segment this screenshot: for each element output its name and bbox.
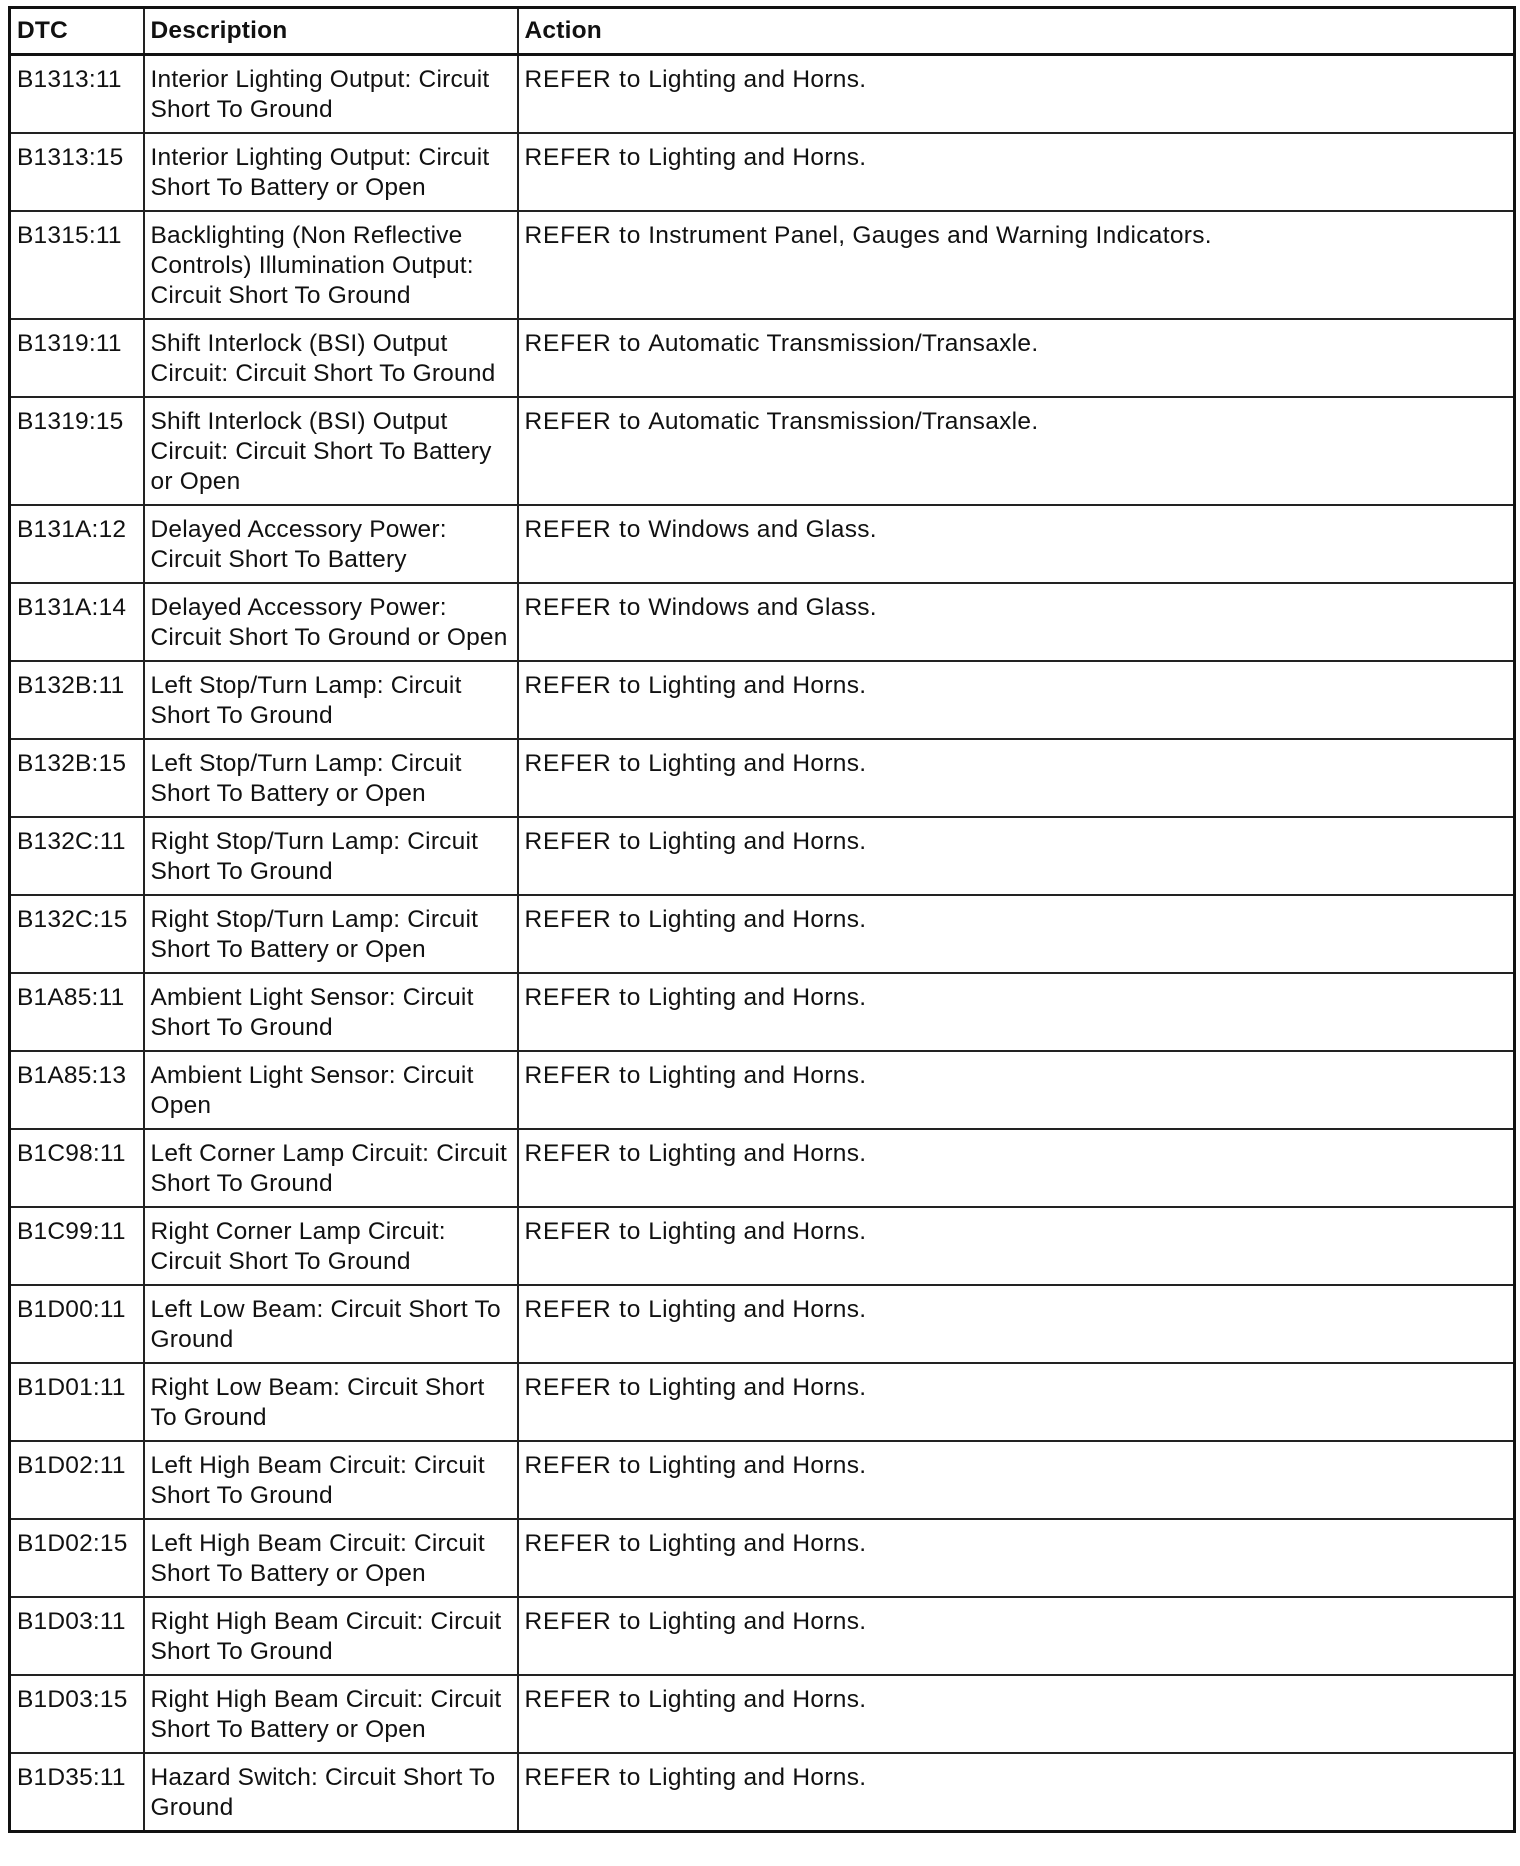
action-prefix: REFER to	[524, 144, 642, 171]
action-cell	[518, 1207, 1515, 1285]
action-reference-link[interactable]: Lighting and Horns.	[648, 66, 867, 93]
table-row	[10, 1753, 1515, 1832]
table-row	[10, 817, 1515, 895]
table-row	[10, 739, 1515, 817]
action-prefix: REFER to	[524, 750, 642, 777]
dtc-code-cell: B131A:14	[10, 583, 144, 661]
table-row	[10, 211, 1515, 319]
dtc-code-cell: B1A85:11	[10, 973, 144, 1051]
dtc-code-cell: B132C:15	[10, 895, 144, 973]
action-cell	[518, 973, 1515, 1051]
action-cell	[518, 397, 1515, 505]
description-cell: Right High Beam Circuit: Circuit Short To Battery or Open	[144, 1675, 518, 1753]
action-prefix: REFER to	[524, 1764, 642, 1791]
dtc-code-cell: B1D03:11	[10, 1597, 144, 1675]
action-prefix: REFER to	[524, 222, 642, 249]
action-reference-link[interactable]: Lighting and Horns.	[648, 1608, 867, 1635]
action-reference-link[interactable]: Lighting and Horns.	[648, 1140, 867, 1167]
description-cell: Left Corner Lamp Circuit: Circuit Short To Ground	[144, 1129, 518, 1207]
description-cell: Right Stop/Turn Lamp: Circuit Short To Ground	[144, 817, 518, 895]
action-prefix: REFER to	[524, 1608, 642, 1635]
dtc-code-cell: B1313:15	[10, 133, 144, 211]
action-reference-link[interactable]: Automatic Transmission/Transaxle.	[648, 408, 1039, 435]
dtc-code-cell: B1319:15	[10, 397, 144, 505]
description-cell: Delayed Accessory Power: Circuit Short To Battery	[144, 505, 518, 583]
action-cell	[518, 55, 1515, 134]
description-cell: Left Stop/Turn Lamp: Circuit Short To Battery or Open	[144, 739, 518, 817]
action-reference-link[interactable]: Lighting and Horns.	[648, 1764, 867, 1791]
action-prefix: REFER to	[524, 828, 642, 855]
dtc-code-cell: B132B:15	[10, 739, 144, 817]
action-prefix: REFER to	[524, 1062, 642, 1089]
table-row	[10, 1597, 1515, 1675]
action-prefix: REFER to	[524, 408, 642, 435]
dtc-code-cell: B1319:11	[10, 319, 144, 397]
dtc-code-cell: B1D01:11	[10, 1363, 144, 1441]
description-cell: Left High Beam Circuit: Circuit Short To Battery or Open	[144, 1519, 518, 1597]
description-cell: Interior Lighting Output: Circuit Short To Battery or Open	[144, 133, 518, 211]
action-reference-link[interactable]: Lighting and Horns.	[648, 750, 867, 777]
action-prefix: REFER to	[524, 1686, 642, 1713]
header-dtc: DTC	[10, 8, 144, 55]
action-prefix: REFER to	[524, 1530, 642, 1557]
table-row	[10, 1285, 1515, 1363]
action-reference-link[interactable]: Windows and Glass.	[648, 594, 877, 621]
action-prefix: REFER to	[524, 516, 642, 543]
action-prefix: REFER to	[524, 1140, 642, 1167]
dtc-code-cell: B1D02:11	[10, 1441, 144, 1519]
dtc-code-cell: B1313:11	[10, 55, 144, 134]
description-cell: Ambient Light Sensor: Circuit Open	[144, 1051, 518, 1129]
dtc-table-sheet	[8, 6, 1516, 1833]
table-row	[10, 1675, 1515, 1753]
table-row	[10, 1519, 1515, 1597]
description-cell: Interior Lighting Output: Circuit Short To Ground	[144, 55, 518, 134]
action-cell	[518, 1285, 1515, 1363]
table-row	[10, 1441, 1515, 1519]
table-row	[10, 1051, 1515, 1129]
header-description: Description	[144, 8, 518, 55]
action-reference-link[interactable]: Lighting and Horns.	[648, 828, 867, 855]
action-prefix: REFER to	[524, 984, 642, 1011]
action-prefix: REFER to	[524, 906, 642, 933]
table-row	[10, 397, 1515, 505]
table-row	[10, 973, 1515, 1051]
action-cell	[518, 661, 1515, 739]
action-prefix: REFER to	[524, 1296, 642, 1323]
description-cell: Left High Beam Circuit: Circuit Short To Ground	[144, 1441, 518, 1519]
action-prefix: REFER to	[524, 1452, 642, 1479]
action-reference-link[interactable]: Lighting and Horns.	[648, 672, 867, 699]
dtc-code-cell: B1D03:15	[10, 1675, 144, 1753]
action-cell	[518, 133, 1515, 211]
table-row	[10, 895, 1515, 973]
description-cell: Delayed Accessory Power: Circuit Short To Ground or Open	[144, 583, 518, 661]
header-action: Action	[518, 8, 1515, 55]
dtc-code-cell: B131A:12	[10, 505, 144, 583]
table-row	[10, 505, 1515, 583]
action-reference-link[interactable]: Automatic Transmission/Transaxle.	[648, 330, 1039, 357]
action-prefix: REFER to	[524, 1218, 642, 1245]
table-row	[10, 661, 1515, 739]
dtc-code-cell: B1C99:11	[10, 1207, 144, 1285]
action-cell	[518, 505, 1515, 583]
action-cell	[518, 211, 1515, 319]
dtc-code-cell: B1315:11	[10, 211, 144, 319]
description-cell: Right Stop/Turn Lamp: Circuit Short To Battery or Open	[144, 895, 518, 973]
dtc-table	[8, 6, 1516, 1833]
description-cell: Backlighting (Non Reflective Controls) Illumination Output: Circuit Short To Ground	[144, 211, 518, 319]
dtc-code-cell: B1D35:11	[10, 1753, 144, 1832]
action-reference-link[interactable]: Windows and Glass.	[648, 516, 877, 543]
action-reference-link[interactable]: Lighting and Horns.	[648, 1296, 867, 1323]
action-reference-link[interactable]: Lighting and Horns.	[648, 984, 867, 1011]
action-cell	[518, 1597, 1515, 1675]
action-cell	[518, 1519, 1515, 1597]
action-reference-link[interactable]: Lighting and Horns.	[648, 1686, 867, 1713]
action-reference-link[interactable]: Lighting and Horns.	[648, 144, 867, 171]
action-reference-link[interactable]: Lighting and Horns.	[648, 1374, 867, 1401]
dtc-code-cell: B132C:11	[10, 817, 144, 895]
table-row	[10, 583, 1515, 661]
action-prefix: REFER to	[524, 330, 642, 357]
description-cell: Shift Interlock (BSI) Output Circuit: Circuit Short To Battery or Open	[144, 397, 518, 505]
table-row	[10, 55, 1515, 134]
action-cell	[518, 817, 1515, 895]
table-row	[10, 133, 1515, 211]
action-cell	[518, 895, 1515, 973]
dtc-code-cell: B1D02:15	[10, 1519, 144, 1597]
action-cell	[518, 1129, 1515, 1207]
table-row	[10, 1207, 1515, 1285]
description-cell: Right High Beam Circuit: Circuit Short To Ground	[144, 1597, 518, 1675]
action-cell	[518, 1753, 1515, 1832]
action-reference-link[interactable]: Lighting and Horns.	[648, 906, 867, 933]
action-reference-link[interactable]: Lighting and Horns.	[648, 1062, 867, 1089]
description-cell: Hazard Switch: Circuit Short To Ground	[144, 1753, 518, 1832]
table-row	[10, 1129, 1515, 1207]
dtc-code-cell: B1A85:13	[10, 1051, 144, 1129]
action-cell	[518, 1051, 1515, 1129]
action-cell	[518, 739, 1515, 817]
description-cell: Right Low Beam: Circuit Short To Ground	[144, 1363, 518, 1441]
table-body	[10, 55, 1515, 1832]
action-prefix: REFER to	[524, 1374, 642, 1401]
action-reference-link[interactable]: Lighting and Horns.	[648, 1530, 867, 1557]
action-reference-link[interactable]: Instrument Panel, Gauges and Warning Indicators.	[648, 222, 1212, 249]
dtc-code-cell: B132B:11	[10, 661, 144, 739]
description-cell: Right Corner Lamp Circuit: Circuit Short To Ground	[144, 1207, 518, 1285]
table-row	[10, 319, 1515, 397]
action-cell	[518, 1675, 1515, 1753]
table-header-row	[10, 8, 1515, 55]
action-prefix: REFER to	[524, 594, 642, 621]
action-cell	[518, 1363, 1515, 1441]
action-prefix: REFER to	[524, 672, 642, 699]
action-prefix: REFER to	[524, 66, 642, 93]
dtc-code-cell: B1D00:11	[10, 1285, 144, 1363]
description-cell: Shift Interlock (BSI) Output Circuit: Circuit Short To Ground	[144, 319, 518, 397]
table-row	[10, 1363, 1515, 1441]
action-reference-link[interactable]: Lighting and Horns.	[648, 1452, 867, 1479]
action-cell	[518, 319, 1515, 397]
action-cell	[518, 1441, 1515, 1519]
action-cell	[518, 583, 1515, 661]
description-cell: Left Low Beam: Circuit Short To Ground	[144, 1285, 518, 1363]
action-reference-link[interactable]: Lighting and Horns.	[648, 1218, 867, 1245]
description-cell: Ambient Light Sensor: Circuit Short To Ground	[144, 973, 518, 1051]
description-cell: Left Stop/Turn Lamp: Circuit Short To Ground	[144, 661, 518, 739]
dtc-code-cell: B1C98:11	[10, 1129, 144, 1207]
